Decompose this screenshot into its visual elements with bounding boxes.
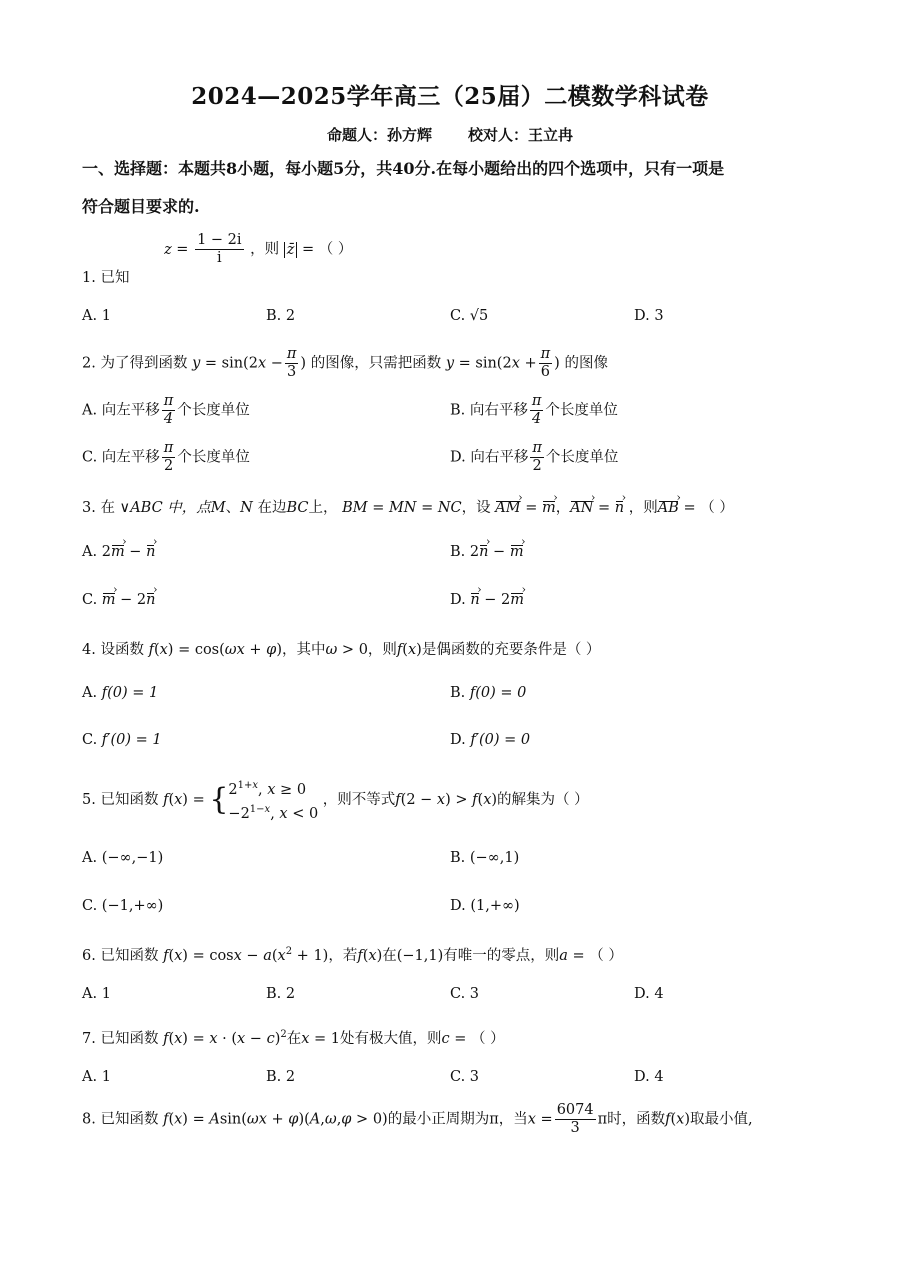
q2-option-c[interactable]: C. 向左平移 $\frac{\pi}{2}$ 个长度单位 xyxy=(82,440,250,474)
q1-option-c[interactable]: C. √5 xyxy=(450,308,489,324)
q1-option-b[interactable]: B. 2 xyxy=(266,308,296,324)
exam-title: 2024—2025学年高三（25届）二模数学科试卷 xyxy=(191,83,709,110)
q5-option-a[interactable]: A. (−∞,−1) xyxy=(82,850,164,866)
checker-name: 校对人：王立冉 xyxy=(468,126,574,144)
q3-option-d[interactable]: D. n › − 2m › xyxy=(450,592,524,608)
q3-option-b[interactable]: B. 2n › − m › xyxy=(450,544,524,560)
q2-option-d[interactable]: D. 向右平移 $\frac{\pi}{2}$ 个长度单位 xyxy=(450,440,619,474)
question-4: 4. 设函数 f(x) = cos(ωx + φ)，其中ω > 0，则f(x)是偶函数的充要条件是（ ） xyxy=(82,642,601,658)
question-6: 6. 已知函数 $f(x) = \cos x - a(x^2 + 1)$，若f(x)在(−1,1)有唯一的零点，则a = （ ） xyxy=(82,946,623,964)
q6-option-d[interactable]: D. 4 xyxy=(634,986,664,1002)
q5-option-d[interactable]: D. (1,+∞) xyxy=(450,898,520,914)
q1-fraction: $\frac{1 - 2i}{i}$ xyxy=(197,232,242,266)
q3-option-c[interactable]: C. m › − 2n › xyxy=(82,592,155,608)
section-heading-line1: 一、选择题：本题共8小题，每小题5分，共40分.在每小题给出的四个选项中，只有一项是 xyxy=(82,159,725,178)
q7-option-b[interactable]: B. 2 xyxy=(266,1069,296,1085)
question-7: 7. 已知函数 $f(x) = x \cdot (x - c)^2$在x = 1处有极大值，则c = （ ） xyxy=(82,1029,505,1047)
q6-option-c[interactable]: C. 3 xyxy=(450,986,480,1002)
q2-option-a[interactable]: A. 向左平移 $\frac{\pi}{4}$ 个长度单位 xyxy=(82,393,250,427)
setter-name: 命题人：孙方辉 xyxy=(326,126,432,144)
q3-option-a[interactable]: A. 2m › − n › xyxy=(82,544,155,560)
question-8: 8. 已知函数 f(x) = Asin(ωx + φ)(A,ω,φ > 0)的最小正周期为π，当x = $\frac{6074}{3}$ π时，函数f(x)取最小值, xyxy=(82,1102,753,1136)
q5-option-b[interactable]: B. (−∞,1) xyxy=(450,850,520,866)
q5-option-c[interactable]: C. (−1,+∞) xyxy=(82,898,164,914)
q7-option-d[interactable]: D. 4 xyxy=(634,1069,664,1085)
q4-option-a[interactable]: A. f(0) = 1 xyxy=(82,685,159,701)
q1-option-d[interactable]: D. 3 xyxy=(634,308,664,324)
q6-option-a[interactable]: A. 1 xyxy=(82,986,111,1002)
q4-option-c[interactable]: C. f′(0) = 1 xyxy=(82,732,162,748)
q1-option-a[interactable]: A. 1 xyxy=(82,308,111,324)
q4-option-b[interactable]: B. f(0) = 0 xyxy=(450,685,527,701)
q6-option-b[interactable]: B. 2 xyxy=(266,986,296,1002)
question-3: 3. 在 ∨ABC 中，点M、N 在边BC上， BM = MN = NC，设 AM › = m ›，AN › = n › ，则AB › = （ ） xyxy=(82,496,734,517)
question-5: 5. 已知函数 f(x) = { $2^{1+x}$, x ≥ 0 $-2^{1-x}$, x < 0 ，则不等式f(2 − x) > f(x)的解集为（ ） xyxy=(82,780,589,822)
authors-line xyxy=(0,124,900,145)
q2-option-b[interactable]: B. 向右平移 $\frac{\pi}{4}$ 个长度单位 xyxy=(450,393,618,427)
q7-option-a[interactable]: A. 1 xyxy=(82,1069,111,1085)
question-2: 2. 为了得到函数 y = sin(2x − $\frac{\pi}{3}$ ) 的图像，只需把函数 y = sin(2x + $\frac{\pi}{6}$ ) 的图像 xyxy=(82,346,608,380)
question-1: 1. 已知 z = $\frac{1 - 2i}{i}$ ，则 z̄ = （ ） xyxy=(82,232,353,286)
section-heading-line2: 符合题目要求的. xyxy=(82,197,200,216)
q4-option-d[interactable]: D. f′(0) = 0 xyxy=(450,732,531,748)
q7-option-c[interactable]: C. 3 xyxy=(450,1069,480,1085)
